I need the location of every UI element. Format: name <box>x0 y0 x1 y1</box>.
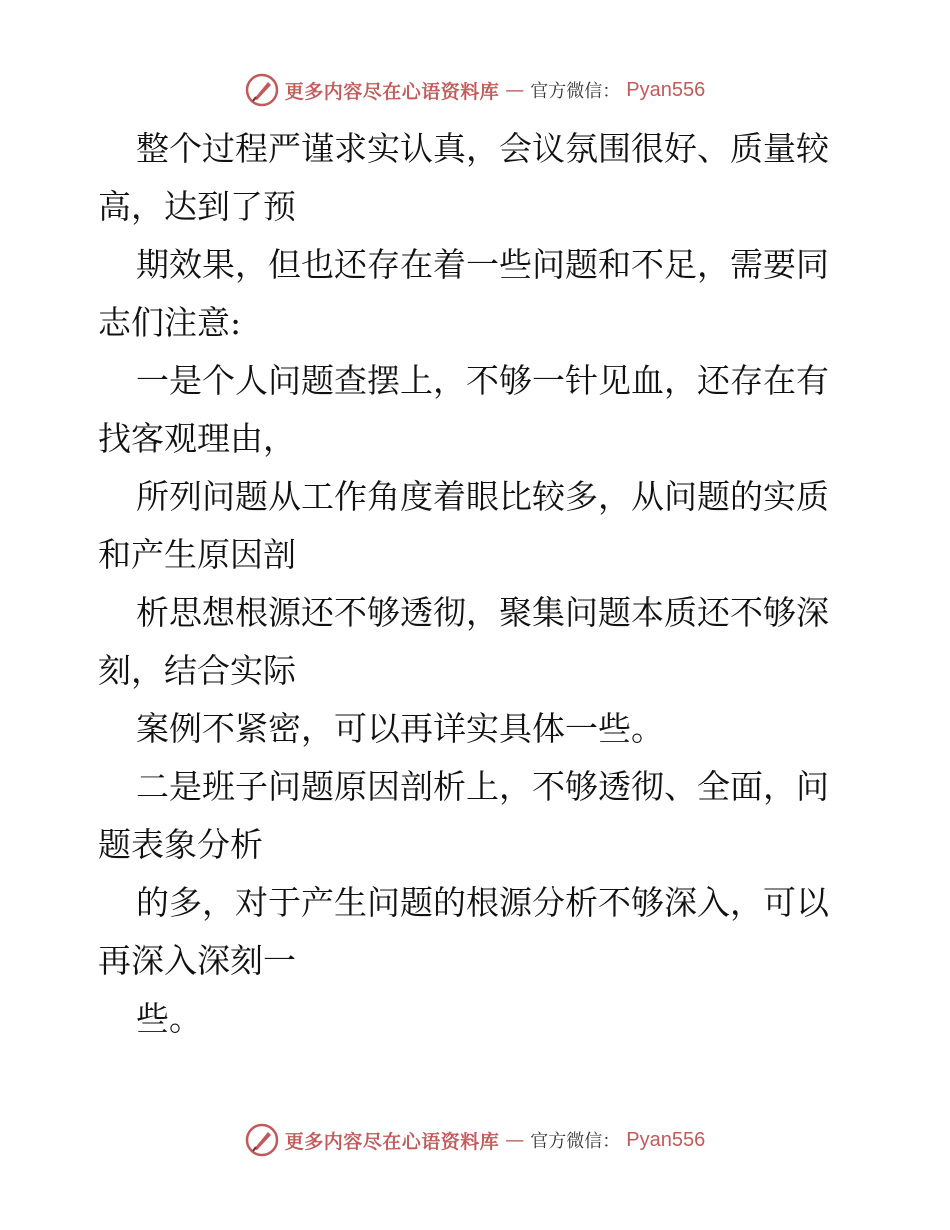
body-line: 期效果，但也还存在着一些问题和不足，需要同 <box>136 245 829 284</box>
footer-site-text: 更多内容尽在心语资料库 <box>284 1130 500 1153</box>
footer-wechat-id: Pyan556 <box>626 1128 706 1151</box>
footer-banner <box>0 1120 950 1160</box>
footer-separator: — <box>505 1129 525 1151</box>
body-line: 再深入深刻一 <box>98 941 296 980</box>
body-text <box>98 120 858 1048</box>
body-line: 案例不紧密，可以再详实具体一些。 <box>136 709 664 748</box>
quill-logo-icon <box>245 1123 279 1157</box>
body-line: 题表象分析 <box>98 825 263 864</box>
body-line: 所列问题从工作角度着眼比较多，从问题的实质 <box>136 477 829 516</box>
body-line: 整个过程严谨求实认真，会议氛围很好、质量较 <box>136 129 829 168</box>
body-line: 和产生原因剖 <box>98 535 296 574</box>
body-line: 二是班子问题原因剖析上，不够透彻、全面，问 <box>136 767 829 806</box>
header-separator: — <box>505 79 525 101</box>
header-site-text: 更多内容尽在心语资料库 <box>284 80 500 103</box>
body-line: 一是个人问题查摆上，不够一针见血，还存在有 <box>136 361 829 400</box>
header-wechat-label: 官方微信： <box>530 81 621 102</box>
body-line: 刻，结合实际 <box>98 651 296 690</box>
body-line: 志们注意: <box>98 303 242 342</box>
header-banner <box>0 70 950 110</box>
body-line: 些。 <box>136 999 202 1038</box>
header-wechat-id: Pyan556 <box>626 78 706 101</box>
body-line: 析思想根源还不够透彻，聚集问题本质还不够深 <box>136 593 829 632</box>
body-line: 高，达到了预 <box>98 187 296 226</box>
footer-wechat-label: 官方微信： <box>530 1131 621 1152</box>
body-line: 找客观理由， <box>98 419 296 458</box>
body-line: 的多，对于产生问题的根源分析不够深入，可以 <box>136 883 829 922</box>
quill-logo-icon <box>245 73 279 107</box>
